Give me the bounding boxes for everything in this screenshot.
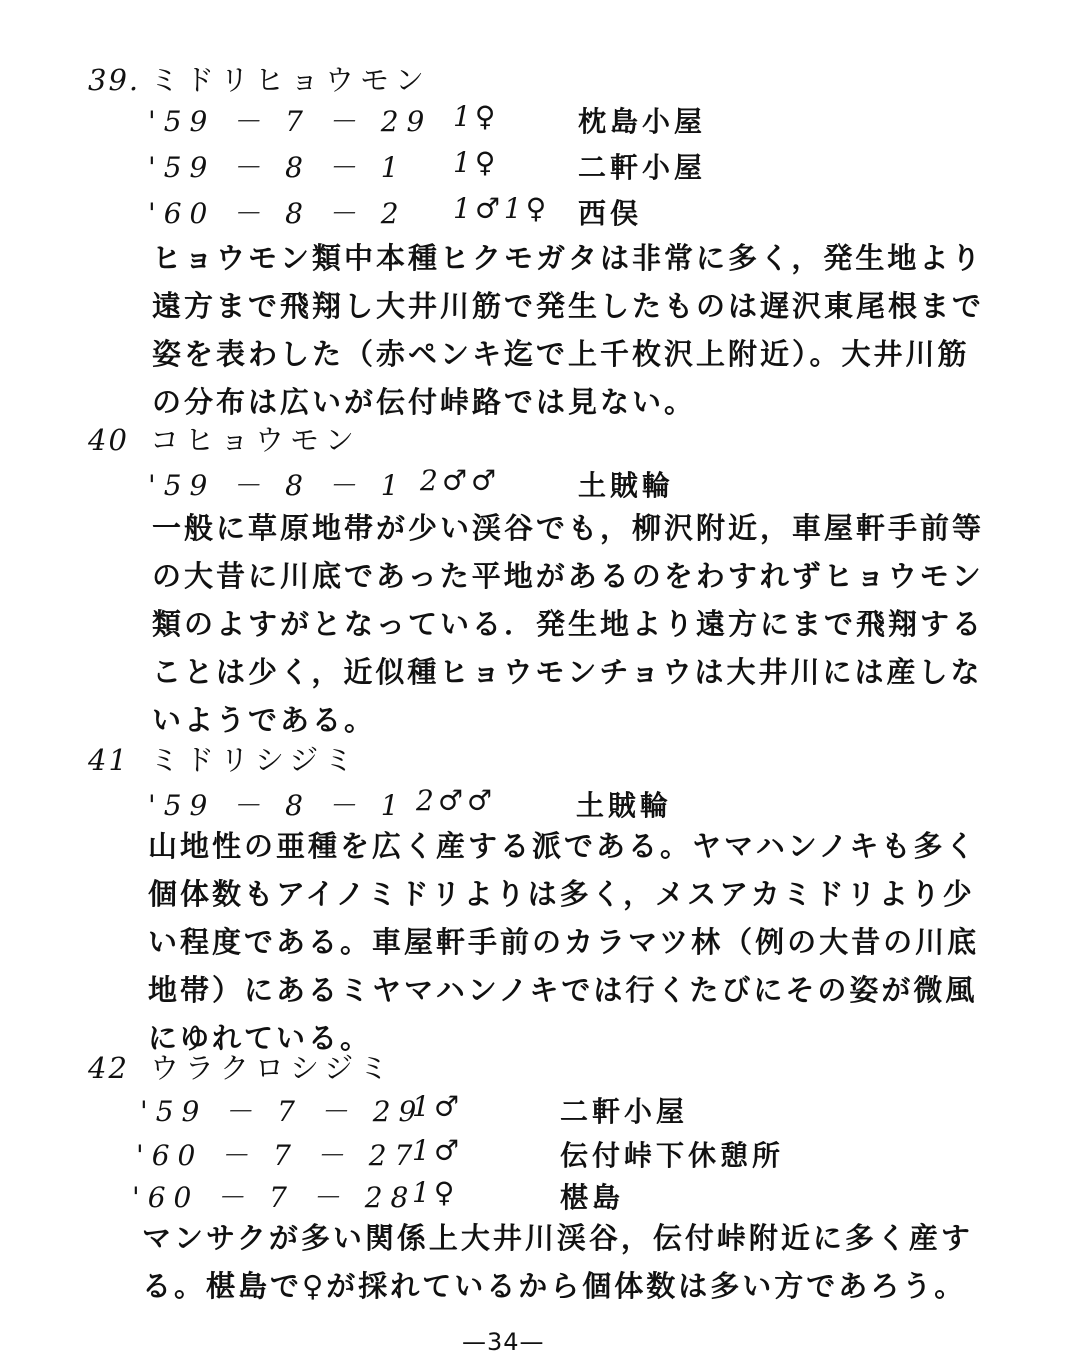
record-date: '59 － 8 － 1 (148, 151, 407, 184)
text-line: 姿を表わした（赤ペンキ迄で上千枚沢上附近）。大井川筋 (152, 337, 970, 371)
text-line: ヒョウモン類中本種ヒクモガタは非常に多く，発生地より (152, 241, 984, 275)
species-heading (88, 418, 360, 459)
species-number: 40 (88, 423, 129, 457)
record-count: 1♂ (412, 1090, 463, 1123)
species-name: ミドリヒョウモン (150, 63, 431, 97)
species-description (152, 504, 1012, 744)
page-number: —34— (462, 1328, 545, 1356)
record-date: '59 － 7 － 29 (148, 105, 433, 138)
text-line: いようである。 (152, 703, 377, 737)
record-place: 伝付峠下休憩所 (560, 1139, 785, 1172)
species-name: コヒョウモン (150, 423, 361, 457)
text-line: い程度である。車屋軒手前のカラマツ林（例の大昔の川底 (148, 925, 980, 959)
text-line: 一般に草原地帯が少い渓谷でも，柳沢附近，車屋軒手前等 (152, 511, 985, 545)
text-line: 山地性の亜種を広く産する派である。ヤマハンノキも多く (148, 829, 978, 863)
species-description (142, 1214, 1002, 1310)
text-line: 地帯）にあるミヤマハンノキでは行くたびにその姿が微風 (148, 973, 978, 1007)
record-count: 1♀ (453, 100, 500, 133)
text-line: の分布は広いが伝付峠路では見ない。 (152, 385, 697, 419)
record-count: 1♂1♀ (453, 192, 551, 225)
record-place: 二軒小屋 (578, 151, 707, 184)
species-number: 41 (88, 743, 129, 777)
record-place: 二軒小屋 (560, 1095, 689, 1128)
record-count: 1♀ (453, 146, 500, 179)
record-place: 枕島小屋 (578, 105, 707, 138)
text-line: 個体数もアイノミドリよりは多く，メスアカミドリより少 (148, 877, 975, 911)
record-place: 椹島 (560, 1181, 625, 1214)
record-count: 1♂ (412, 1134, 463, 1167)
record-place: 西俣 (578, 197, 643, 230)
record-place: 土賊輪 (576, 789, 673, 822)
record-count: 2♂♂ (416, 784, 497, 817)
text-line: マンサクが多い関係上大井川渓谷，伝付峠附近に多く産す (142, 1221, 973, 1255)
species-heading (88, 58, 430, 99)
text-line: ことは少く，近似種ヒョウモンチョウは大井川には産しな (152, 655, 983, 689)
text-line: 遠方まで飛翔し大井川筋で発生したものは遅沢東尾根まで (152, 289, 985, 323)
text-line: る。椹島で♀が採れているから個体数は多い方であろう。 (142, 1269, 967, 1303)
species-heading (88, 738, 359, 779)
record-date: '60 － 8 － 2 (148, 197, 407, 230)
species-description (152, 234, 1012, 426)
record-date: '59 － 8 － 1 (148, 469, 407, 502)
record-count: 2♂♂ (420, 464, 501, 497)
text-line: 類のよすがとなっている．発生地より遠方にまで飛翔する (152, 607, 985, 641)
species-name: ミドリシジミ (150, 743, 360, 777)
species-description (148, 822, 1008, 1062)
text-line: の大昔に川底であった平地があるのをわすれずヒョウモン (152, 559, 984, 593)
species-heading (88, 1046, 394, 1087)
record-count: 1♀ (412, 1176, 459, 1209)
record-place: 土賊輪 (578, 469, 675, 502)
record-date: '60 － 7 － 28 (132, 1181, 417, 1214)
species-number: 39. (88, 63, 141, 97)
record-date: '60 － 7 － 27 (136, 1139, 421, 1172)
record-date: '59 － 7 － 29 (140, 1095, 425, 1128)
text-line: にゆれている。 (148, 1021, 373, 1055)
record-date: '59 － 8 － 1 (148, 789, 407, 822)
species-number: 42 (88, 1051, 129, 1085)
species-name: ウラクロシジミ (150, 1051, 395, 1085)
